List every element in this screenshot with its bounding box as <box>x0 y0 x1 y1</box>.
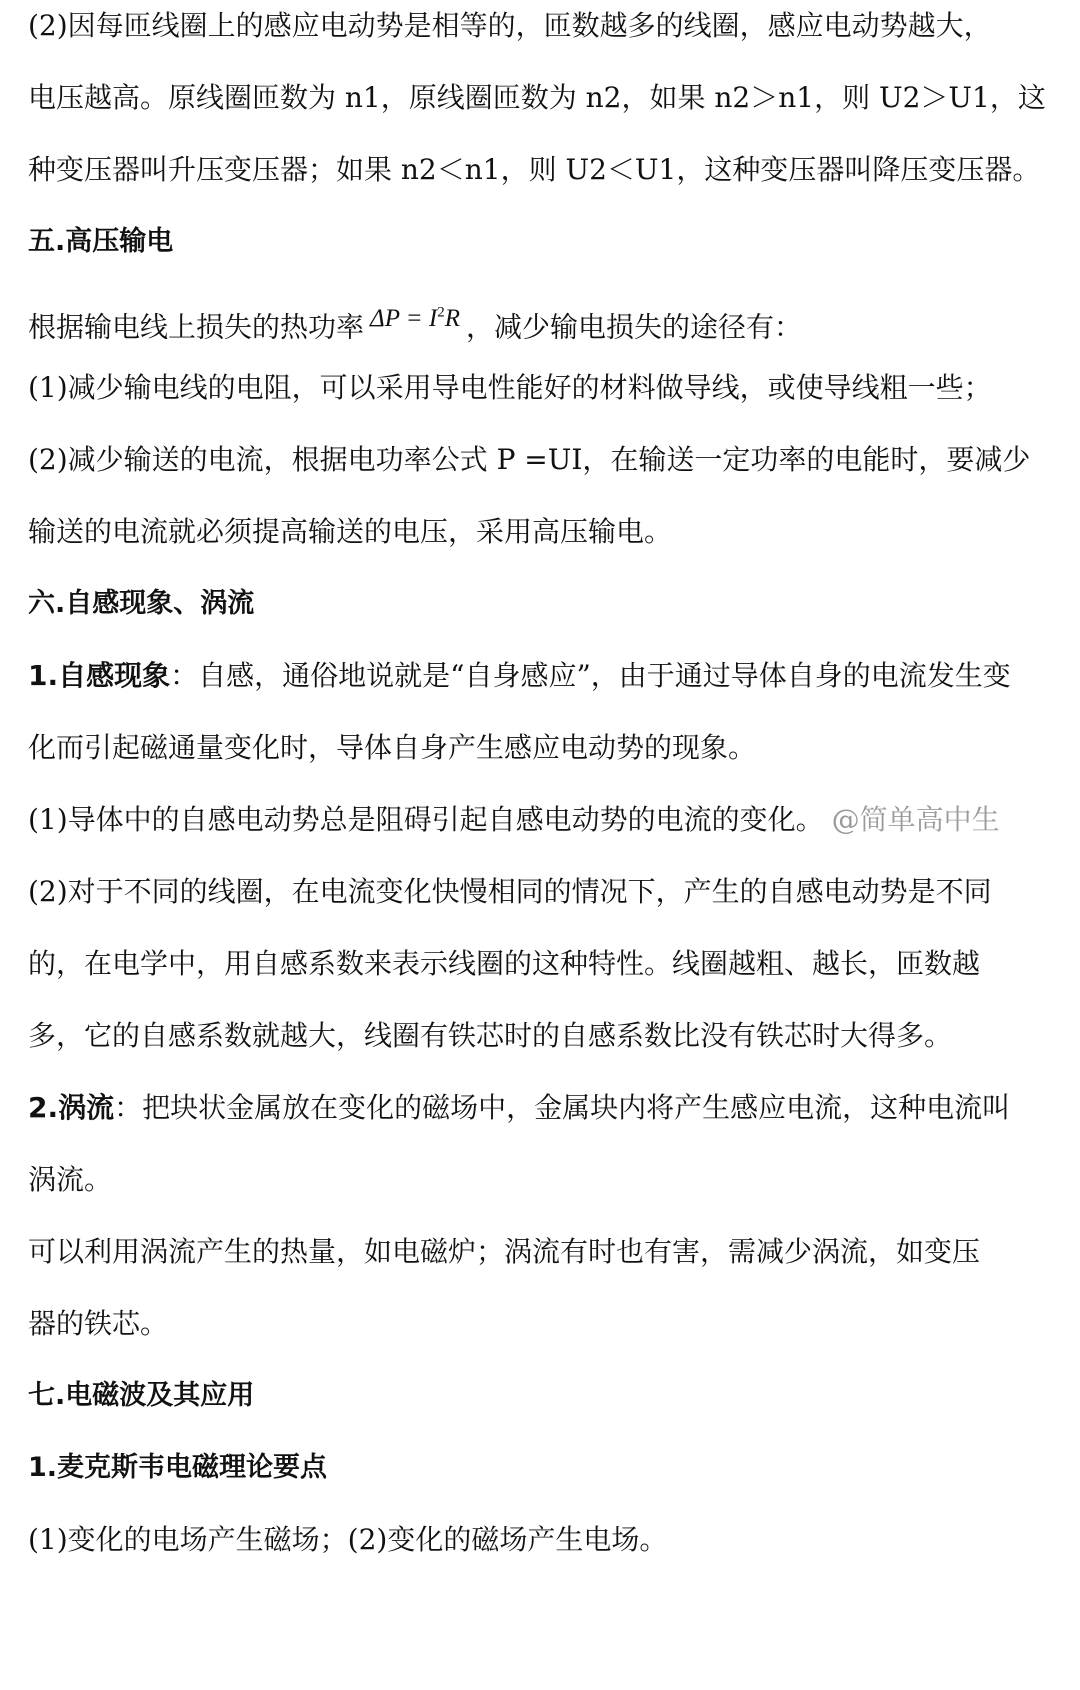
formula-part: R <box>444 305 460 333</box>
formula-part: ΔP = I <box>370 305 438 333</box>
paragraph-line: 的，在电学中，用自感系数来表示线圈的这种特性。线圈越粗、越长，匝数越 <box>28 947 981 980</box>
paragraph-line: 可以利用涡流产生的热量，如电磁炉；涡流有时也有害，需减少涡流，如变压 <box>28 1235 981 1268</box>
paragraph-line <box>28 1088 1058 1128</box>
paragraph-line: (2)对于不同的线圈，在电流变化快慢相同的情况下，产生的自感电动势是不同 <box>28 875 992 908</box>
paragraph-line: 种变压器叫升压变压器；如果 n2＜n1，则 U2＜U1，这种变压器叫降压变压器。 <box>28 153 1041 186</box>
power-loss-formula <box>370 305 460 332</box>
paragraph-line <box>28 800 1058 840</box>
term-self-induction: 1.自感现象 <box>28 659 171 692</box>
text-segment: (1)导体中的自感电动势总是阻碍引起自感电动势的电流的变化。 <box>28 803 824 836</box>
paragraph-line: 涡流。 <box>28 1163 113 1196</box>
paragraph-line: (2)因每匝线圈上的感应电动势是相等的，匝数越多的线圈，感应电动势越大， <box>28 9 992 42</box>
formula-exponent: 2 <box>437 305 445 321</box>
paragraph-line <box>28 656 1058 696</box>
paragraph-line: 多，它的自感系数就越大，线圈有铁芯时的自感系数比没有铁芯时大得多。 <box>28 1019 953 1052</box>
paragraph-line: 器的铁芯。 <box>28 1307 169 1340</box>
section-heading-6: 六.自感现象、涡流 <box>28 588 255 619</box>
paragraph-line: (2)减少输送的电流，根据电功率公式 P =UI，在输送一定功率的电能时，要减少 <box>28 443 1031 476</box>
paragraph-line: 输送的电流就必须提高输送的电压，采用高压输电。 <box>28 515 673 548</box>
text-segment: 根据输电线上损失的热功率 <box>28 310 365 344</box>
paragraph-line: (1)减少输电线的电阻，可以采用导电性能好的材料做导线，或使导线粗一些； <box>28 371 992 404</box>
text-segment: ：把块状金属放在变化的磁场中，金属块内将产生感应电流，这种电流叫 <box>114 1091 1011 1124</box>
watermark-text: @简单高中生 <box>831 803 1000 836</box>
subsection-heading: 1.麦克斯韦电磁理论要点 <box>28 1452 328 1483</box>
term-eddy-current: 2.涡流 <box>28 1091 115 1124</box>
paragraph-line: (1)变化的电场产生磁场；(2)变化的磁场产生电场。 <box>28 1523 668 1556</box>
text-segment: ：自感，通俗地说就是“自身感应”，由于通过导体自身的电流发生变 <box>170 659 1011 692</box>
paragraph-line: 电压越高。原线圈匝数为 n1，原线圈匝数为 n2，如果 n2＞n1，则 U2＞U1，这 <box>28 81 1046 114</box>
section-heading-5: 五.高压输电 <box>28 226 174 257</box>
text-segment: ，减少输电损失的途径有： <box>465 310 802 344</box>
section-heading-7: 七.电磁波及其应用 <box>28 1380 255 1411</box>
paragraph-line-with-formula <box>28 303 1058 349</box>
paragraph-line: 化而引起磁通量变化时，导体自身产生感应电动势的现象。 <box>28 731 757 764</box>
